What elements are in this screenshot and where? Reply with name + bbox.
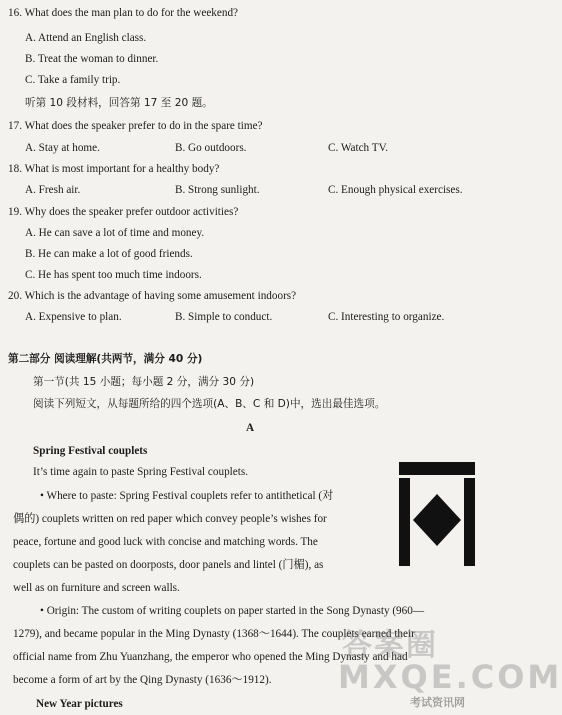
question-20: 20. Which is the advantage of having some amusement indoors?	[8, 290, 297, 302]
question-18: 18. What is most important for a healthy body?	[8, 163, 220, 175]
passage-subtitle: New Year pictures	[36, 698, 123, 710]
q19-option-b: B. He can make a lot of good friends.	[25, 248, 193, 260]
q20-option-a: A. Expensive to plan.	[25, 311, 122, 323]
passage-line: couplets can be pasted on doorposts, door panels and lintel (门楣), as	[13, 559, 324, 571]
passage-line: well as on furniture and screen walls.	[13, 582, 180, 594]
watermark-bottom: MXQE.COM	[338, 658, 562, 696]
watermark-small: 考试资讯网	[410, 696, 465, 709]
passage-line: 1279), and became popular in the Ming Dynasty (1368～1644). The couplets earned their	[13, 628, 415, 640]
passage-line: It’s time again to paste Spring Festival couplets.	[33, 466, 249, 478]
passage-line: become a form of art by the Qing Dynasty (1636～1912).	[13, 674, 272, 686]
q20-option-b: B. Simple to conduct.	[175, 311, 273, 323]
reading-instructions: 阅读下列短文，从每题所给的四个选项(A、B、C 和 D)中，选出最佳选项。	[33, 398, 386, 410]
passage-title: Spring Festival couplets	[33, 445, 148, 457]
passage-line: official name from Zhu Yuanzhang, the emperor who opened the Ming Dynasty and had	[13, 651, 408, 663]
passage-line: peace, fortune and good luck with concise and matching words. The	[13, 536, 318, 548]
q18-option-b: B. Strong sunlight.	[175, 184, 260, 196]
q17-option-c: C. Watch TV.	[328, 142, 389, 154]
q16-option-b: B. Treat the woman to dinner.	[25, 53, 159, 65]
q17-option-b: B. Go outdoors.	[175, 142, 247, 154]
q16-option-c: C. Take a family trip.	[25, 74, 121, 86]
q17-option-a: A. Stay at home.	[25, 142, 100, 154]
q18-option-c: C. Enough physical exercises.	[328, 184, 463, 196]
passage-line: • Origin: The custom of writing couplets on paper started in the Song Dynasty (960—	[40, 605, 425, 617]
question-17: 17. What does the speaker prefer to do in the spare time?	[8, 120, 263, 132]
watermark-top: 答案圈	[342, 628, 438, 663]
passage-line: 偶的) couplets written on red paper which convey people’s wishes for	[13, 513, 327, 525]
couplet-door-icon	[399, 462, 475, 566]
q19-option-c: C. He has spent too much time indoors.	[25, 269, 202, 281]
passage-letter: A	[246, 422, 255, 434]
q16-option-a: A. Attend an English class.	[25, 32, 147, 44]
listening-instruction-10: 听第 10 段材料，回答第 17 至 20 题。	[25, 97, 213, 109]
passage-line: • Where to paste: Spring Festival couplets refer to antithetical (对	[40, 490, 334, 502]
section-one-heading: 第一节(共 15 小题；每小题 2 分，满分 30 分)	[33, 376, 255, 388]
q19-option-a: A. He can save a lot of time and money.	[25, 227, 205, 239]
q20-option-c: C. Interesting to organize.	[328, 311, 445, 323]
q18-option-a: A. Fresh air.	[25, 184, 81, 196]
question-16: 16. What does the man plan to do for the weekend?	[8, 7, 238, 19]
part-two-heading: 第二部分 阅读理解(共两节，满分 40 分)	[8, 353, 203, 365]
question-19: 19. Why does the speaker prefer outdoor activities?	[8, 206, 239, 218]
